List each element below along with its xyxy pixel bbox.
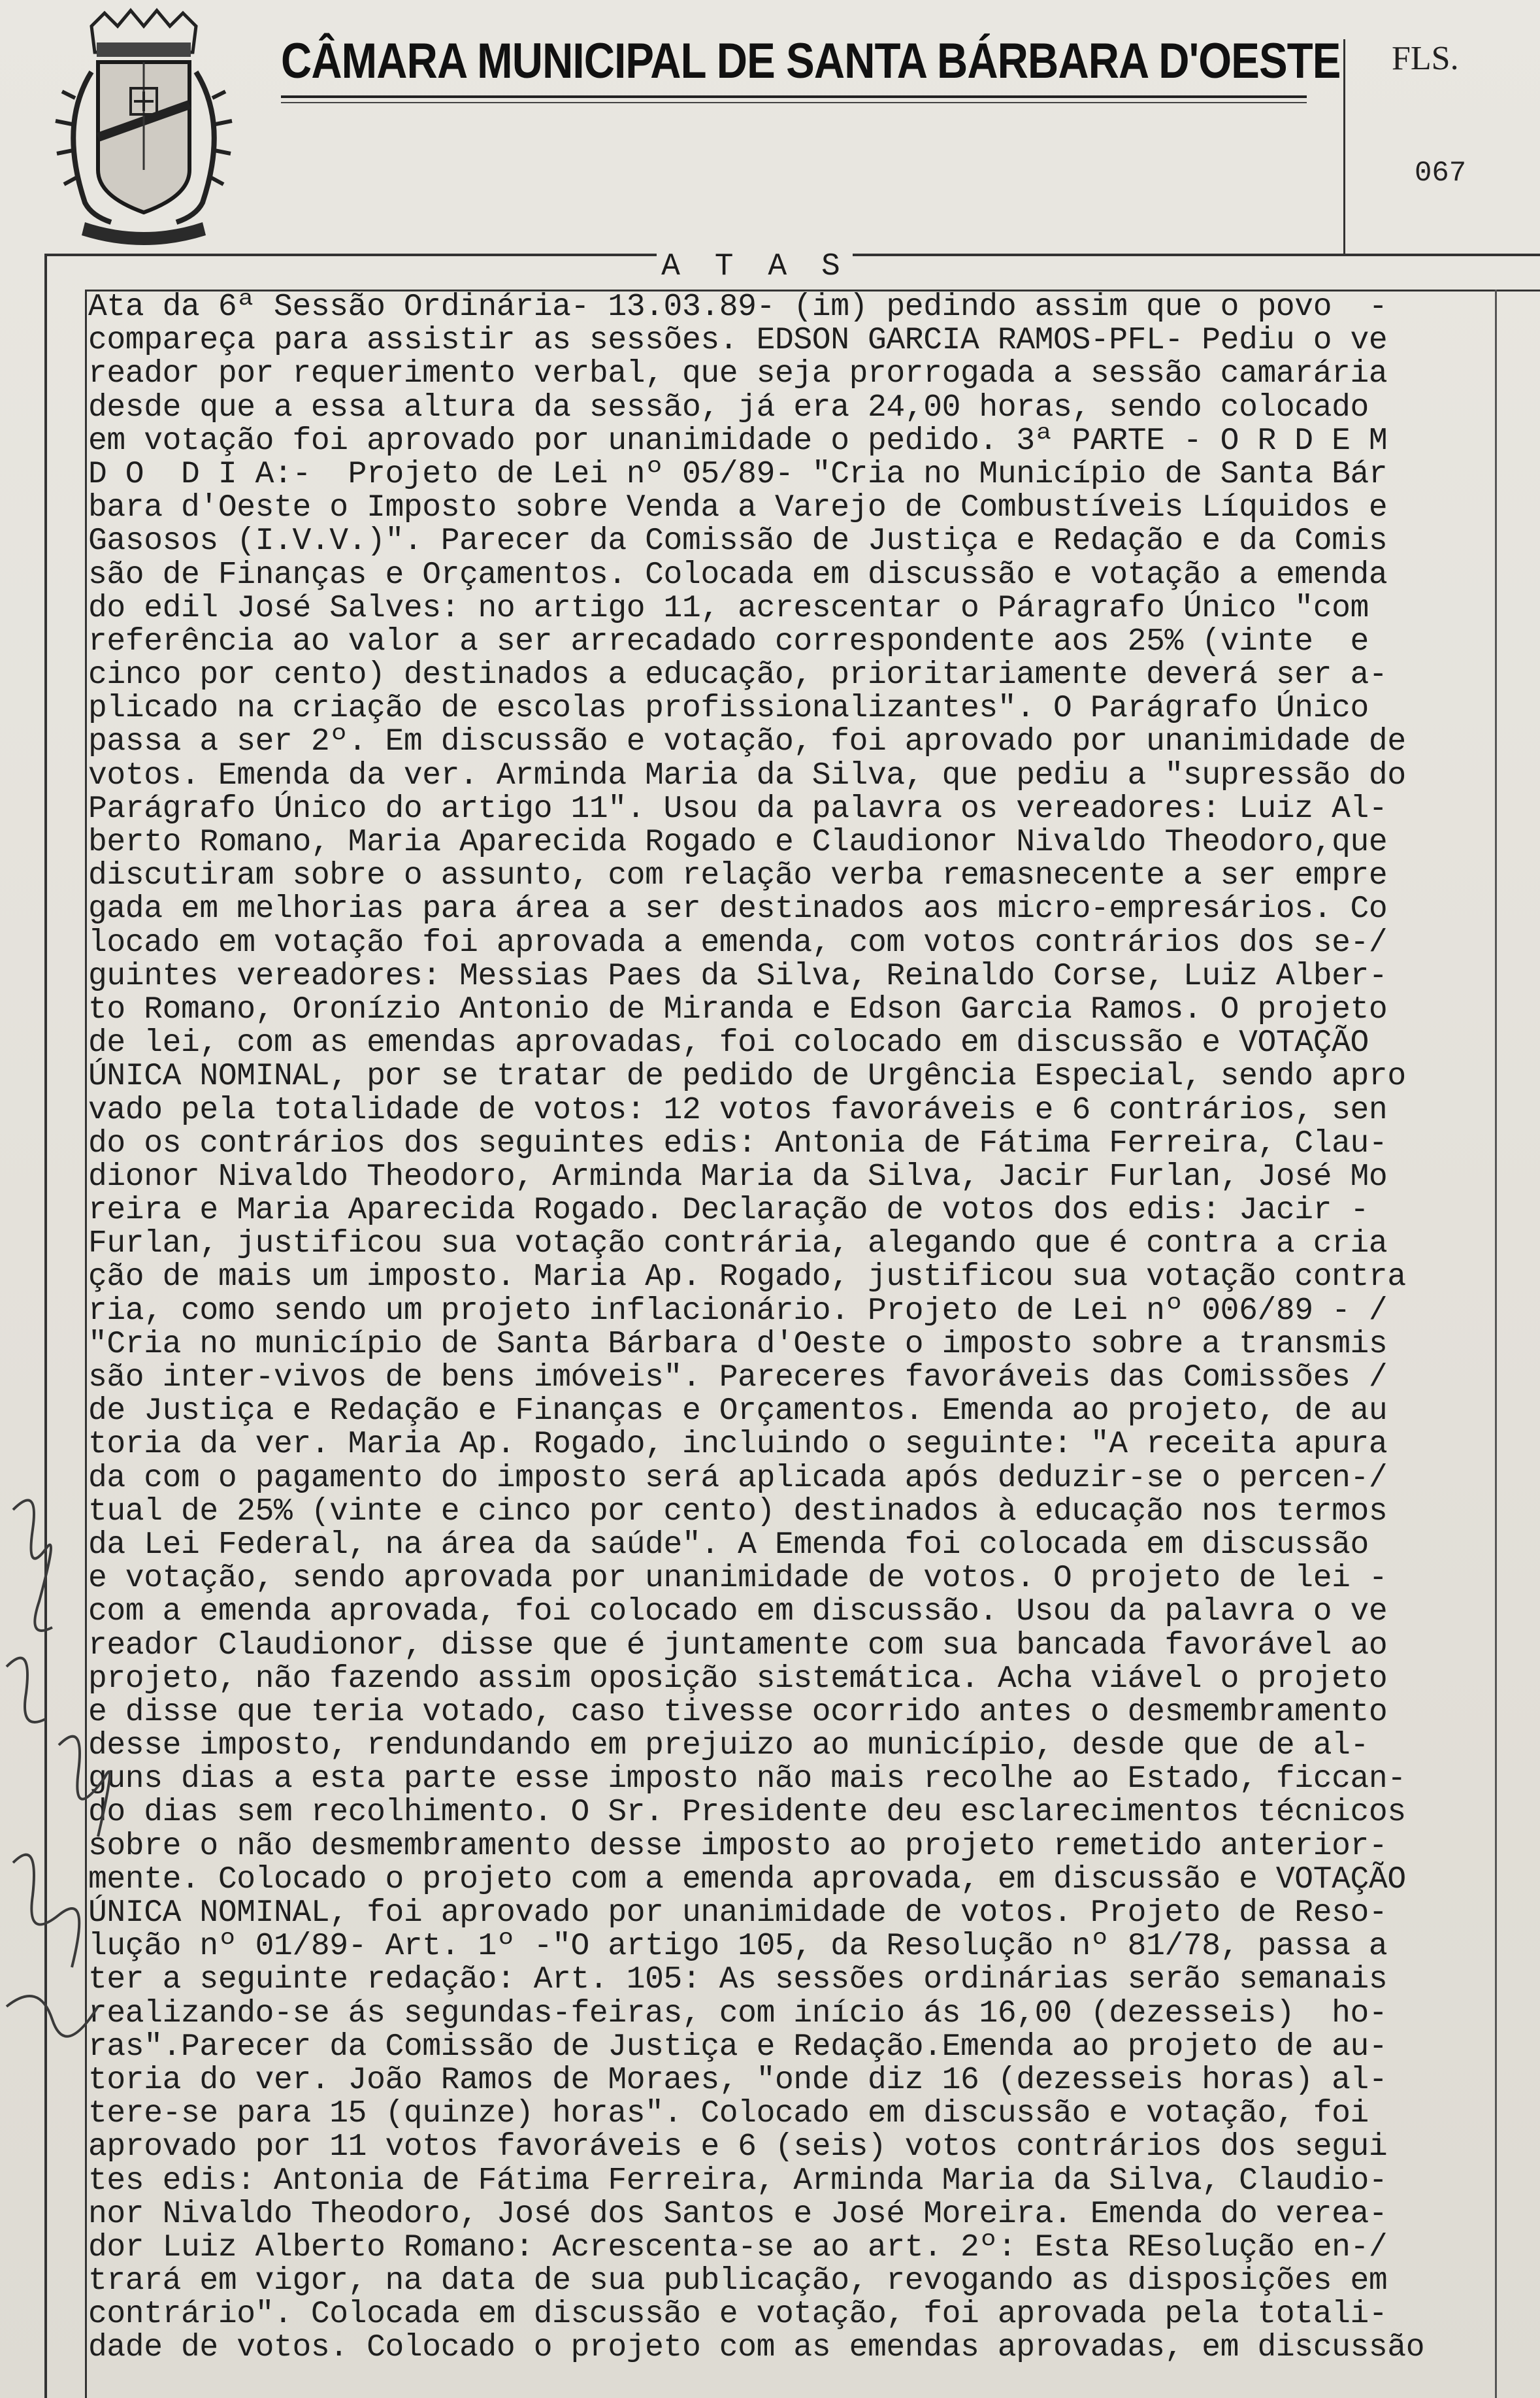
minutes-text <box>88 291 1499 2365</box>
text-line: desde que a essa altura da sessão, já era 24,00 horas, sendo colocado <box>88 390 1369 425</box>
text-line: plicado na criação de escolas profissionalizantes". O Parágrafo Único <box>88 691 1369 727</box>
text-line: referência ao valor a ser arrecadado correspondente aos 25% (vinte e <box>88 624 1369 659</box>
text-line: são inter-vivos de bens imóveis". Pareceres favoráveis das Comissões / <box>88 1360 1388 1395</box>
text-line: guintes vereadores: Messias Paes da Silva, Reinaldo Corse, Luiz Alber- <box>88 958 1388 994</box>
text-line: tere-se para 15 (quinze) horas". Colocado em discussão e votação, foi <box>88 2096 1369 2132</box>
text-line: tes edis: Antonia de Fátima Ferreira, Arminda Maria da Silva, Claudio- <box>88 2163 1388 2199</box>
text-line: Ata da 6ª Sessão Ordinária- 13.03.89- (im) pedindo assim que o povo - <box>88 290 1388 325</box>
text-line: desse imposto, rendundando em prejuizo ao município, desde que de al- <box>88 1728 1369 1764</box>
text-line: em votação foi aprovado por unanimidade o pedido. 3ª PARTE - O R D E M <box>88 423 1388 459</box>
text-line: ÚNICA NOMINAL, por se tratar de pedido de Urgência Especial, sendo apro <box>88 1059 1406 1095</box>
text-line: toria da ver. Maria Ap. Rogado, incluindo o seguinte: "A receita apura <box>88 1427 1388 1463</box>
section-title: A T A S <box>657 247 853 286</box>
text-line: ras".Parecer da Comissão de Justiça e Redação.Emenda ao projeto de au- <box>88 2029 1388 2065</box>
text-line: projeto, não fazendo assim oposição sistemática. Acha viável o projeto <box>88 1661 1388 1697</box>
text-line: vado pela totalidade de votos: 12 votos favoráveis e 6 contrários, sen <box>88 1092 1388 1128</box>
text-line: nor Nivaldo Theodoro, José dos Santos e José Moreira. Emenda do verea- <box>88 2196 1388 2232</box>
margin-signature-icon <box>0 1471 131 2124</box>
text-line: com a emenda aprovada, foi colocado em discussão. Usou da palavra o ve <box>88 1594 1388 1630</box>
text-line: D O D I A:- Projeto de Lei nº 05/89- "Cria no Município de Santa Bár <box>88 456 1388 492</box>
title-underline-thin <box>281 102 1307 103</box>
text-line: toria do ver. João Ramos de Moraes, "onde diz 16 (dezesseis horas) al- <box>88 2062 1388 2098</box>
text-line: locado em votação foi aprovada a emenda, com votos contrários dos se-/ <box>88 925 1388 961</box>
text-line: realizando-se ás segundas-feiras, com início ás 16,00 (dezesseis) ho- <box>88 1995 1388 2031</box>
page-number: 067 <box>1415 157 1467 190</box>
text-line: são de Finanças e Orçamentos. Colocada em discussão e votação a emenda <box>88 557 1388 593</box>
fls-separator <box>1343 39 1345 255</box>
text-line: passa a ser 2º. Em discussão e votação, foi aprovado por unanimidade de <box>88 724 1406 760</box>
text-line: mente. Colocado o projeto com a emenda aprovada, em discussão e VOTAÇÃO <box>88 1861 1406 1897</box>
text-line: reador por requerimento verbal, que seja prorrogada a sessão camarária <box>88 356 1388 392</box>
text-line: lução nº 01/89- Art. 1º -"O artigo 105, da Resolução nº 81/78, passa a <box>88 1929 1388 1965</box>
text-line: votos. Emenda da ver. Arminda Maria da Silva, que pediu a "supressão do <box>88 758 1406 793</box>
text-line: "Cria no município de Santa Bárbara d'Oeste o imposto sobre a transmis <box>88 1326 1388 1362</box>
text-line: da Lei Federal, na área da saúde". A Emenda foi colocada em discussão <box>88 1527 1369 1563</box>
text-line: cinco por cento) destinados a educação, prioritariamente deverá ser a- <box>88 658 1388 693</box>
text-line: reira e Maria Aparecida Rogado. Declaração de votos dos edis: Jacir - <box>88 1193 1369 1229</box>
text-line: Gasosos (I.V.V.)". Parecer da Comissão de Justiça e Redação e da Comis <box>88 524 1388 559</box>
text-line: berto Romano, Maria Aparecida Rogado e Claudionor Nivaldo Theodoro,que <box>88 825 1388 860</box>
text-line: de lei, com as emendas aprovadas, foi colocado em discussão e VOTAÇÃO <box>88 1025 1369 1061</box>
text-line: gada em melhorias para área a ser destinados aos micro-empresários. Co <box>88 891 1388 927</box>
text-line: dor Luiz Alberto Romano: Acrescenta-se ao art. 2º: Esta REsolução en-/ <box>88 2229 1388 2265</box>
text-line: Parágrafo Único do artigo 11". Usou da palavra os vereadores: Luiz Al- <box>88 791 1388 827</box>
text-line: discutiram sobre o assunto, com relação verba remasnecente a ser empre <box>88 858 1388 894</box>
text-line: dionor Nivaldo Theodoro, Arminda Maria da Silva, Jacir Furlan, José Mo <box>88 1159 1388 1195</box>
text-line: dade de votos. Colocado o projeto com as emendas aprovadas, em discussão <box>88 2330 1425 2366</box>
text-line: reador Claudionor, disse que é juntamente com sua bancada favorável ao <box>88 1627 1388 1663</box>
text-line: ção de mais um imposto. Maria Ap. Rogado, justificou sua votação contra <box>88 1259 1406 1295</box>
text-line: Furlan, justificou sua votação contrária, alegando que é contra a cria <box>88 1226 1388 1262</box>
text-line: ter a seguinte redação: Art. 105: As sessões ordinárias serão semanais <box>88 1962 1388 1998</box>
text-line: tual de 25% (vinte e cinco por cento) destinados à educação nos termos <box>88 1493 1388 1529</box>
text-line: to Romano, Oronízio Antonio de Miranda e Edson Garcia Ramos. O projeto <box>88 991 1388 1027</box>
institution-title: CÂMARA MUNICIPAL DE SANTA BÁRBARA D'OESTE <box>281 33 1341 89</box>
fls-label: FLS. <box>1392 40 1459 77</box>
text-line: bara d'Oeste o Imposto sobre Venda a Varejo de Combustíveis Líquidos e <box>88 490 1388 526</box>
text-line: da com o pagamento do imposto será aplicada após deduzir-se o percen-/ <box>88 1460 1388 1496</box>
text-line: de Justiça e Redação e Finanças e Orçamentos. Emenda ao projeto, de au <box>88 1393 1388 1429</box>
text-line: compareça para assistir as sessões. EDSON GARCIA RAMOS-PFL- Pediu o ve <box>88 323 1388 359</box>
text-line: ria, como sendo um projeto inflacionário. Projeto de Lei nº 006/89 - / <box>88 1293 1388 1329</box>
text-line: do edil José Salves: no artigo 11, acrescentar o Páragrafo Único "com <box>88 590 1369 626</box>
text-line: e votação, sendo aprovada por unanimidade de votos. O projeto de lei - <box>88 1561 1388 1597</box>
text-line: ÚNICA NOMINAL, foi aprovado por unanimidade de votos. Projeto de Reso- <box>88 1895 1388 1931</box>
text-line: sobre o não desmembramento desse imposto ao projeto remetido anterior- <box>88 1828 1388 1864</box>
text-line: trará em vigor, na data de sua publicação, revogando as disposições em <box>88 2263 1388 2299</box>
text-line: do os contrários dos seguintes edis: Antonia de Fátima Ferreira, Clau- <box>88 1125 1388 1161</box>
text-line: aprovado por 11 votos favoráveis e 6 (seis) votos contrários dos segui <box>88 2129 1388 2165</box>
text-line: do dias sem recolhimento. O Sr. Presidente deu esclarecimentos técnicos <box>88 1795 1406 1831</box>
text-line: contrário". Colocada em discussão e votação, foi aprovada pela totali- <box>88 2297 1388 2333</box>
title-underline <box>281 95 1307 98</box>
text-line: e disse que teria votado, caso tivesse ocorrido antes o desmembramento <box>88 1694 1388 1730</box>
text-line: guns dias a esta parte esse imposto não mais recolhe ao Estado, ficcan- <box>88 1761 1406 1797</box>
coat-of-arms-icon <box>46 7 235 248</box>
